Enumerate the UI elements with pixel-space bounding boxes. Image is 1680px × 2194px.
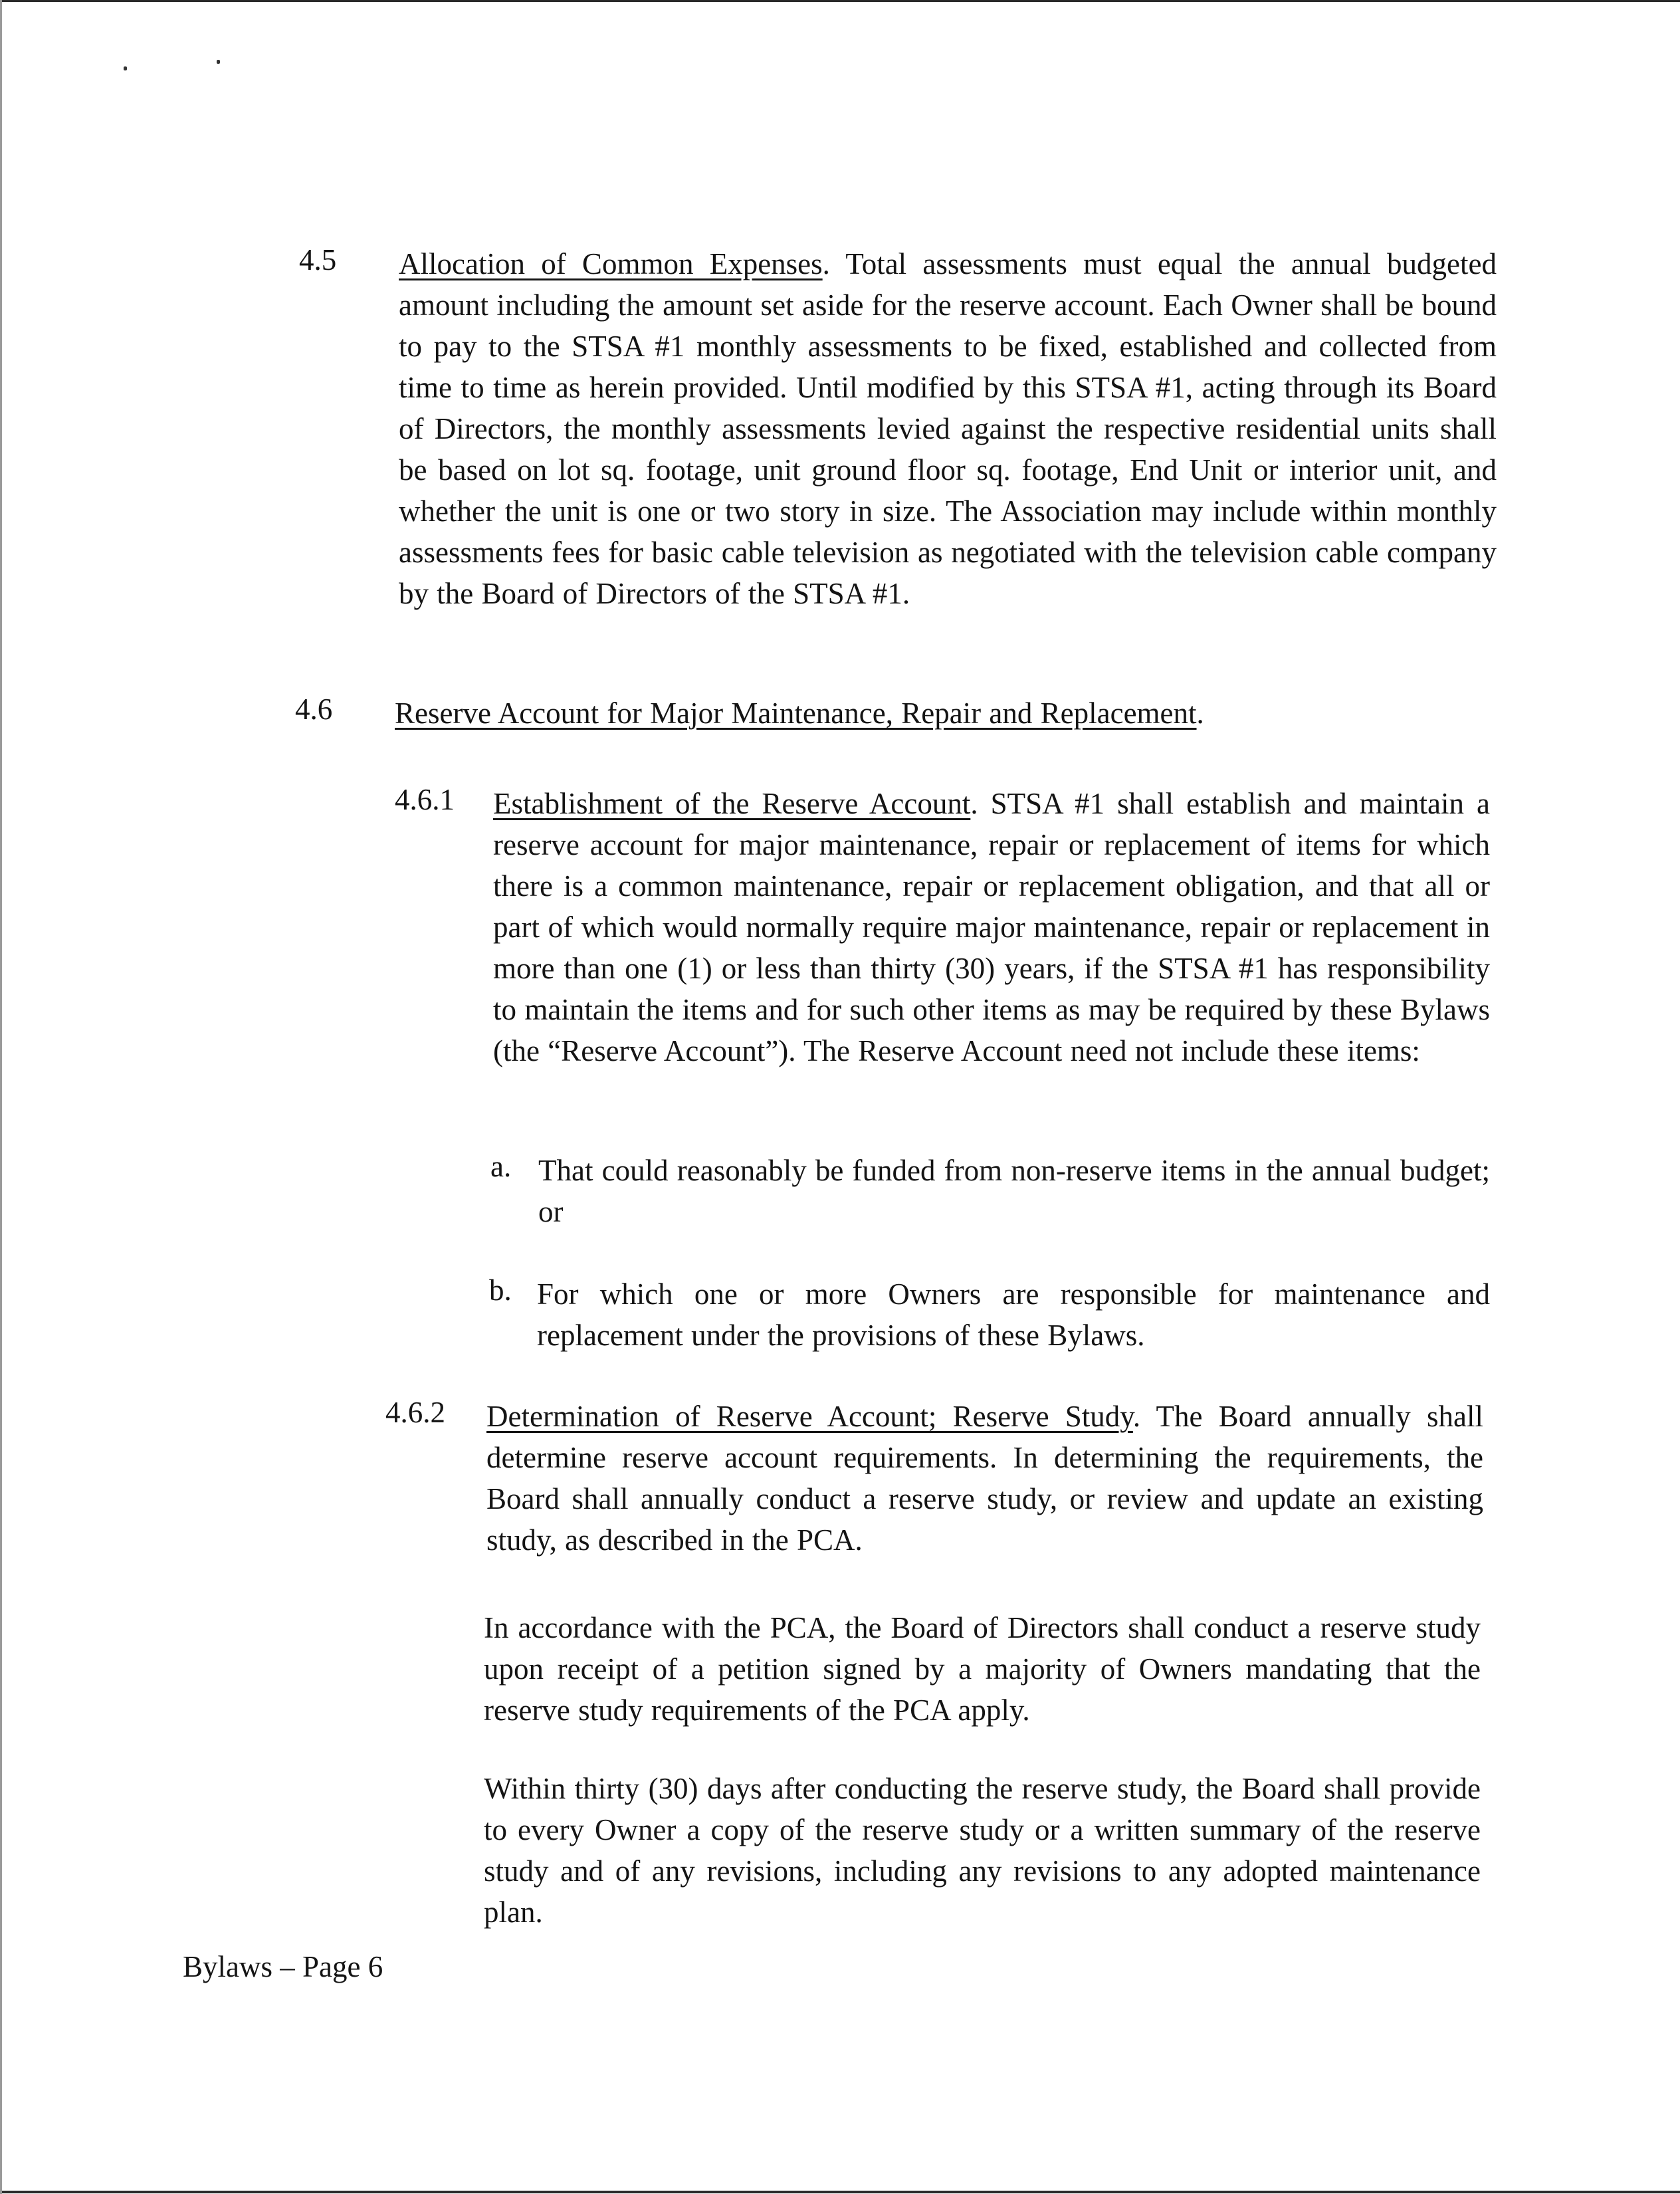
section-4-6-1-text: . STSA #1 shall establish and maintain a reserve account for major maintenance, repair or replacement of items for which there is a common maintenance, repair or replacement obligation, and that all or part of which would normally require major maintenance, repair or replacement in more than one (1) or less than thirty (30) years, if the STSA #1 has responsibility to maintain the items and for such other items as may be required by these Bylaws (the “Reserve Account”). The Reserve Account need not include these items:: [493, 787, 1490, 1067]
list-item-b-text: For which one or more Owners are responsible for maintenance and replacement under the provisions of these Bylaws.: [537, 1277, 1490, 1352]
section-4-6-1-paragraph: [493, 783, 1490, 1071]
scan-speck: [124, 66, 127, 70]
section-4-6-2-text: . The Board annually shall determine reserve account requirements. In determining the requirements, the Board shall annually conduct a reserve study, or review and update an existing study, as described in the PCA.: [486, 1400, 1484, 1557]
scan-edge-left: [0, 0, 2, 2194]
section-4-5-heading: Allocation of Common Expenses: [399, 247, 823, 280]
section-4-5-text: . Total assessments must equal the annual budgeted amount including the amount set aside for the reserve account. Each Owner shall be bound to pay to the STSA #1 monthly assessments to be fixed, established and collected from time to time as herein provided. Until modified by this STSA #1, acting through its Board of Directors, the monthly assessments levied against the respective residential units shall be based on lot sq. footage, unit ground floor sq. footage, End Unit or interior unit, and whether the unit is one or two story in size. The Association may include within monthly assessments fees for basic cable television as negotiated with the television cable company by the Board of Directors of the STSA #1.: [399, 247, 1497, 610]
section-4-6-heading: Reserve Account for Major Maintenance, Repair and Replacement: [395, 697, 1197, 730]
section-4-5-paragraph: [399, 243, 1497, 614]
scan-edge-bottom: [0, 2191, 1680, 2193]
section-4-6-2-paragraph-3: Within thirty (30) days after conducting the reserve study, the Board shall provide to every Owner a copy of the reserve study or a written summary of the reserve study and of any revisions, including any revisions to any adopted maintenance plan.: [484, 1772, 1481, 1929]
section-4-6-1-heading: Establishment of the Reserve Account: [493, 787, 971, 820]
list-item-a-text: That could reasonably be funded from non-reserve items in the annual budget; or: [538, 1154, 1490, 1228]
section-number-4-6-1: 4.6.1: [395, 783, 455, 816]
list-item-a-label: a.: [490, 1150, 512, 1183]
section-number-4-6: 4.6: [295, 693, 333, 726]
section-4-6-2-heading: Determination of Reserve Account; Reserve Study: [486, 1400, 1133, 1433]
section-number-4-5: 4.5: [299, 243, 337, 276]
section-4-6-heading-end: .: [1196, 697, 1204, 730]
scan-edge-top: [0, 0, 1680, 2]
page-footer: Bylaws – Page 6: [183, 1950, 383, 1983]
section-number-4-6-2: 4.6.2: [385, 1396, 445, 1429]
section-4-6-heading-line: [395, 693, 1498, 734]
list-item-b-label: b.: [489, 1273, 512, 1307]
section-4-6-2-paragraph: [486, 1396, 1483, 1561]
section-4-6-2-paragraph-2: In accordance with the PCA, the Board of Directors shall conduct a reserve study upon receipt of a petition signed by a majority of Owners mandating that the reserve study requirements of the PCA apply.: [484, 1611, 1481, 1727]
scan-speck: [217, 60, 220, 64]
